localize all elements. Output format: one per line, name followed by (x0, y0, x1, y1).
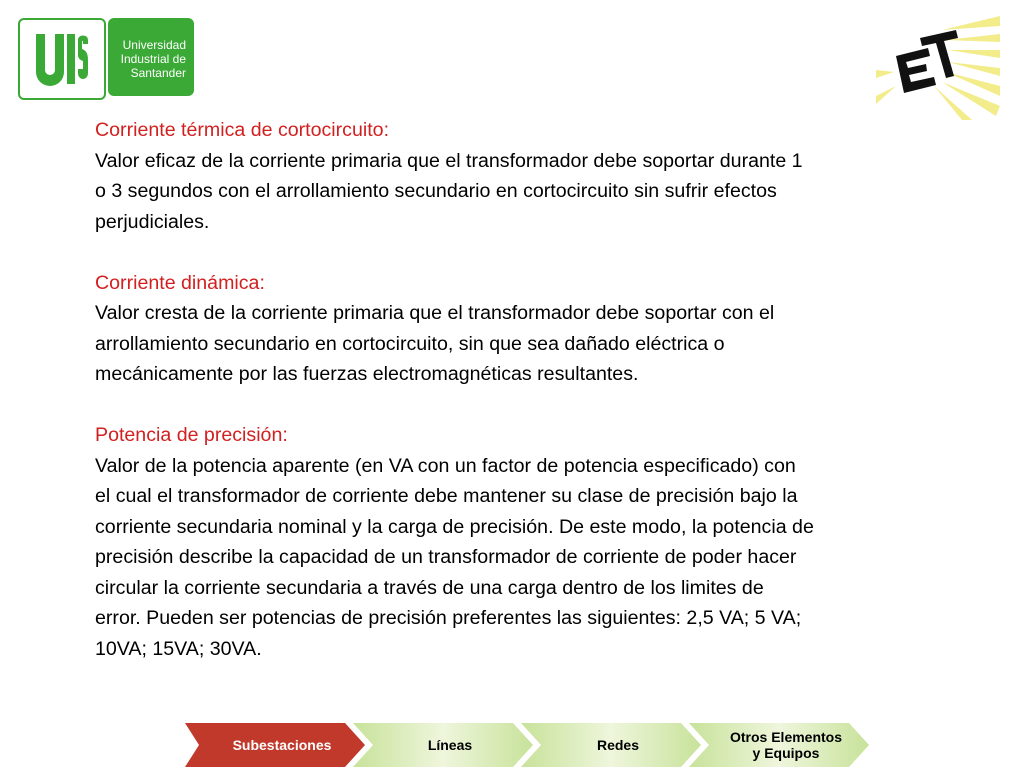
nav-label: Subestaciones (232, 737, 332, 753)
body-line: el cual el transformador de corriente debe mantener su clase de precisión bajo la (95, 485, 798, 507)
nav-label-line-2: y Equipos (752, 745, 820, 761)
uis-logo-mark (18, 18, 106, 100)
body-line: Valor de la potencia aparente (en VA con un factor de potencia especificado) con (95, 454, 796, 477)
bottom-nav (185, 723, 865, 767)
nav-redes[interactable] (521, 723, 701, 767)
section-potencia-precision (95, 420, 965, 664)
body-line: precisión describe la capacidad de un transformador de corriente de poder hacer (95, 546, 797, 568)
nav-subestaciones[interactable] (185, 723, 365, 767)
body-line: error. Pueden ser potencias de precisión preferentes las siguientes: 2,5 VA; 5 VA; (95, 607, 802, 629)
et-logo-letters (896, 30, 958, 93)
body-line: Valor cresta de la corriente primaria que el transformador debe soportar con el (95, 302, 775, 324)
nav-label-line-1: Otros Elementos (729, 729, 843, 745)
uis-name-line-2: Industrial de (120, 52, 186, 66)
nav-otros-elementos[interactable] (689, 723, 869, 767)
body-line: o 3 segundos con el arrollamiento secundario en cortocircuito sin sufrir efectos (95, 180, 777, 202)
uis-logo (18, 18, 196, 100)
body-line: mecánicamente por las fuerzas electromagnéticas resultantes. (95, 363, 639, 385)
nav-label (716, 729, 842, 761)
section-corriente-dinamica (95, 268, 965, 390)
section-heading: Potencia de precisión: (95, 424, 288, 446)
body-line: arrollamiento secundario en cortocircuito, sin que sea dañado eléctrica o (95, 332, 725, 355)
body-line: 10VA; 15VA; 30VA. (95, 637, 262, 660)
uis-name-line-3: Santander (130, 66, 186, 80)
nav-label: Líneas (427, 737, 473, 753)
body-line: perjudiciales. (95, 210, 210, 233)
nav-lineas[interactable] (353, 723, 533, 767)
et-logo-rays (876, 16, 1000, 120)
slide-body (95, 115, 965, 695)
section-heading: Corriente dinámica: (95, 271, 265, 294)
body-line: Valor eficaz de la corriente primaria que el transformador debe soportar durante 1 (95, 149, 803, 172)
et-logo (876, 16, 1000, 120)
section-corriente-termica (95, 115, 965, 237)
section-heading: Corriente térmica de cortocircuito: (95, 119, 390, 141)
uis-logo-name (108, 18, 194, 96)
body-line: corriente secundaria nominal y la carga de precisión. De este modo, la potencia de (95, 515, 814, 538)
nav-label: Redes (596, 737, 640, 753)
body-line: circular la corriente secundaria a través de una carga dentro de los limites de (95, 576, 764, 599)
uis-name-line-1: Universidad (122, 38, 186, 52)
